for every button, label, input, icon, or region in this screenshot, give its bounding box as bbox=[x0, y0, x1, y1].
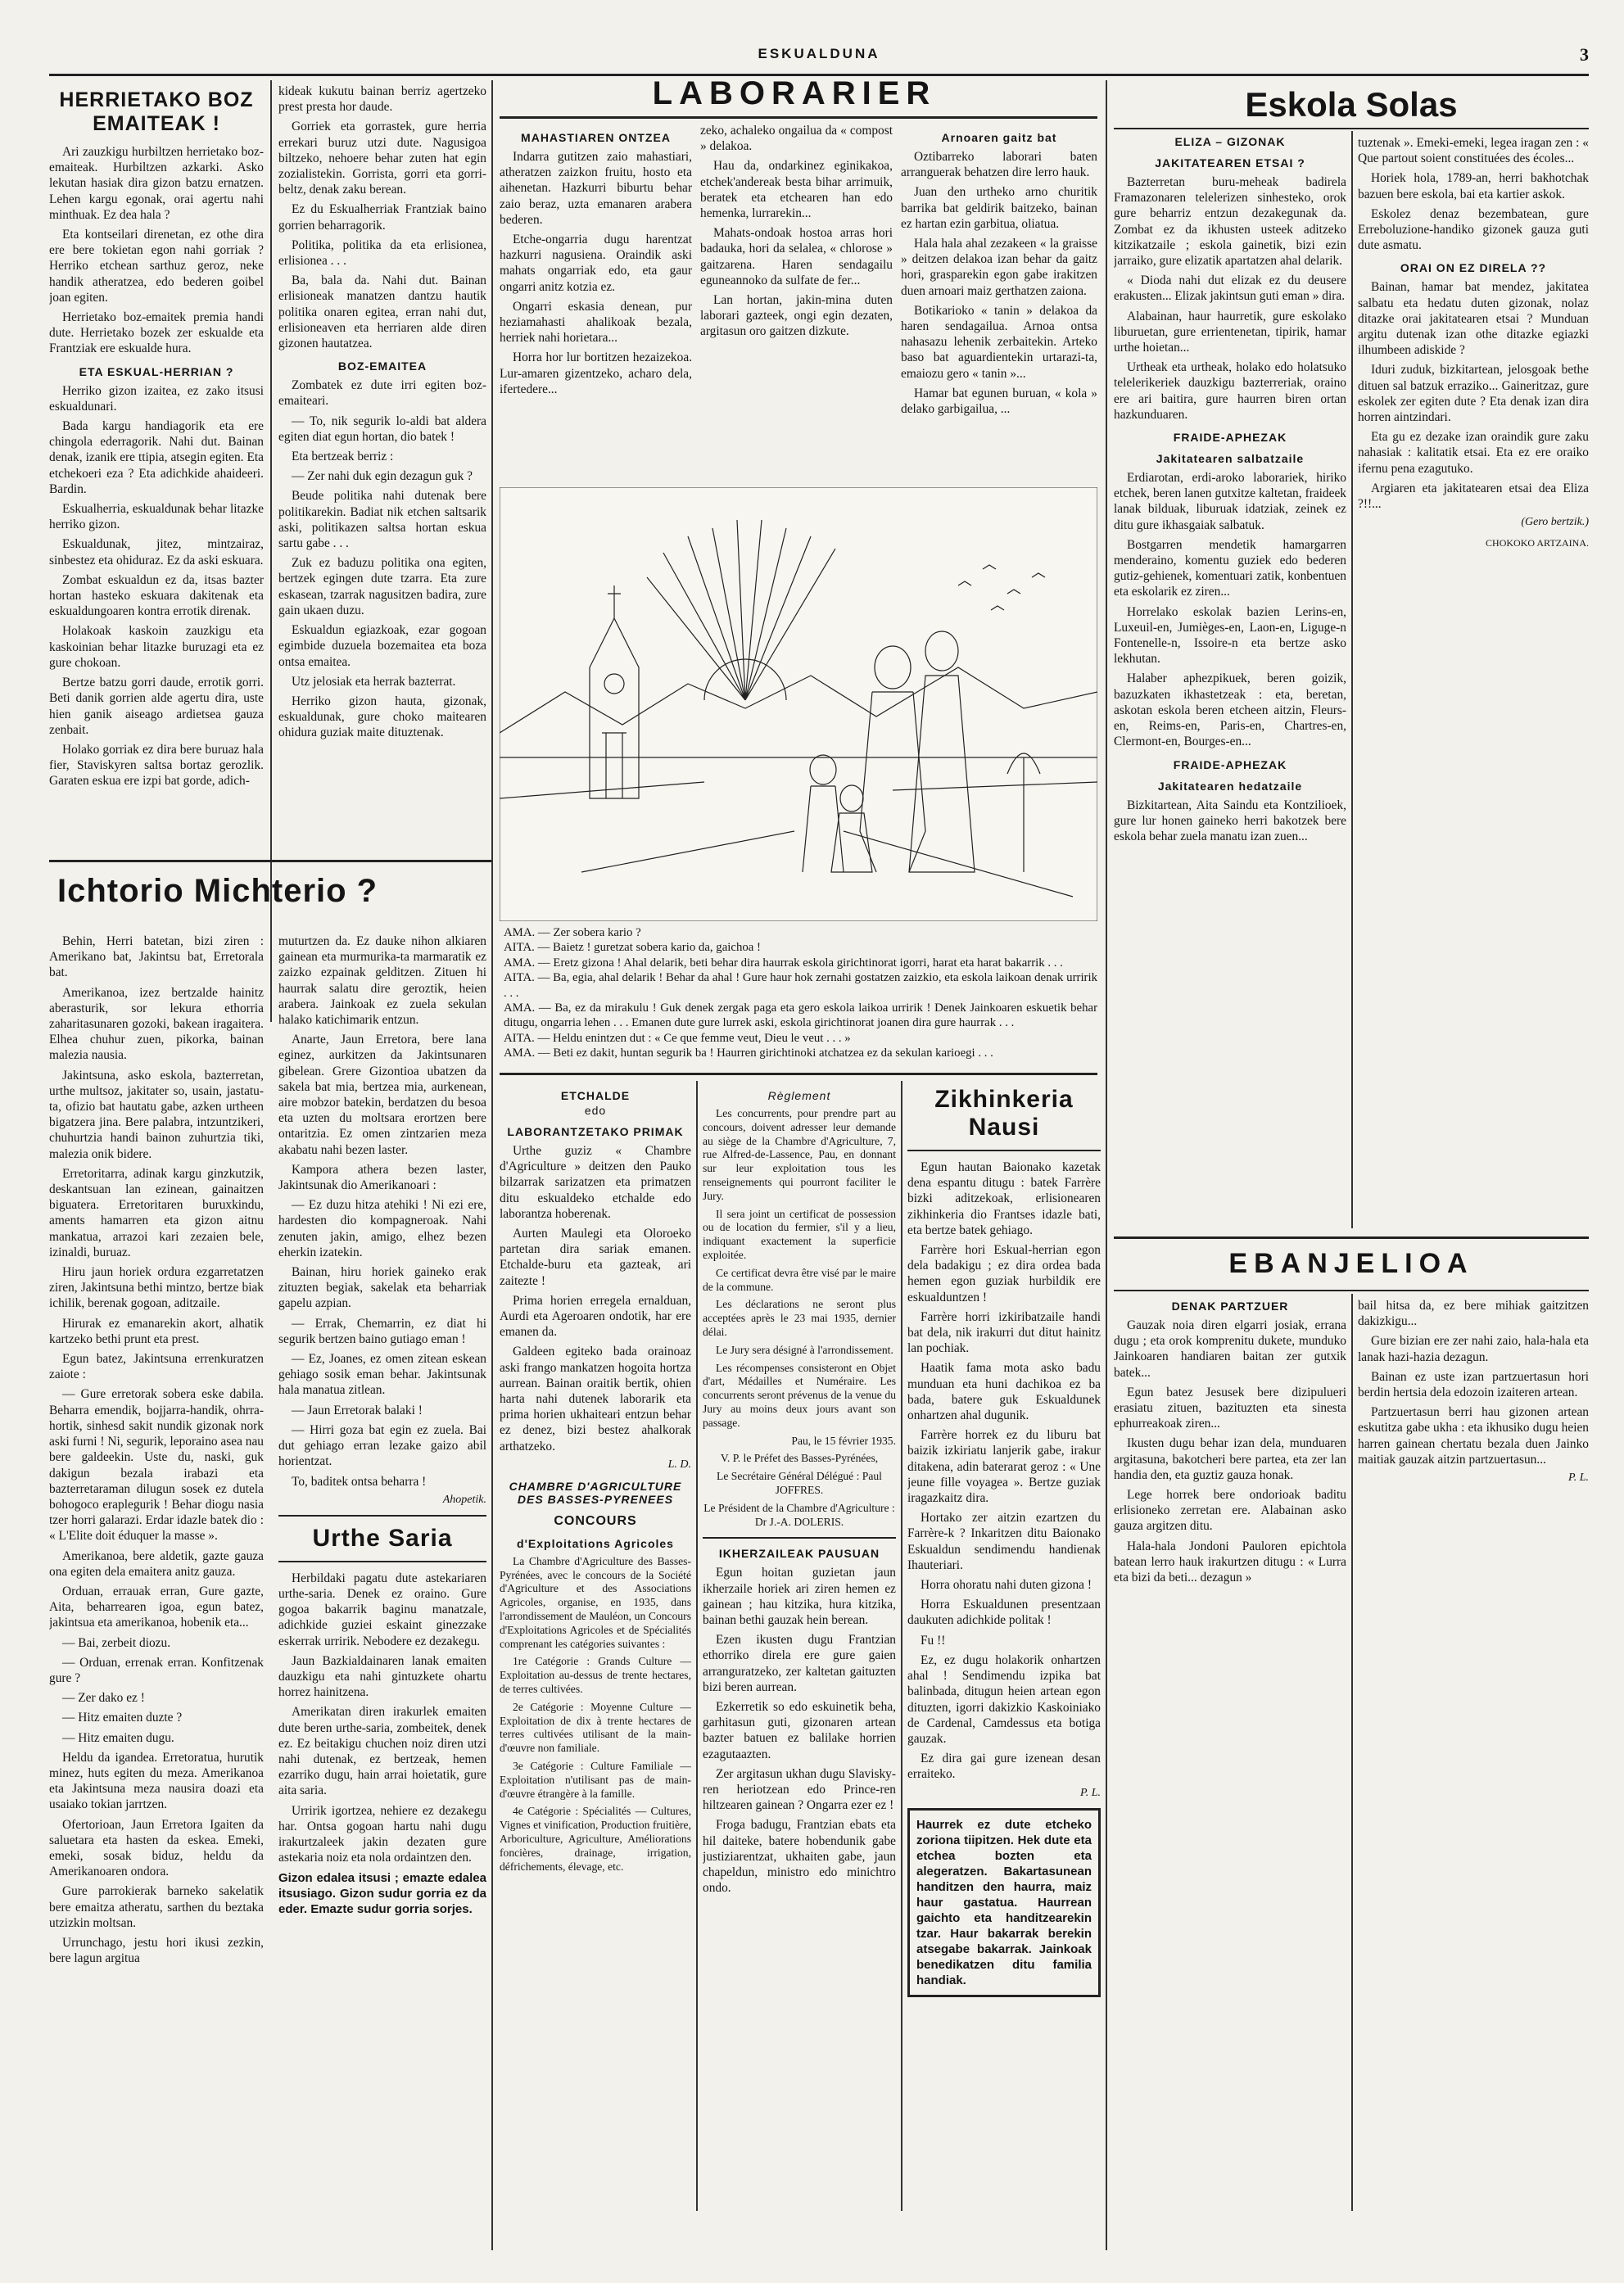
etchalde-article bbox=[500, 1081, 691, 2244]
paragraph: kideak kukutu bainan berriz agertzeko prest presta hor daude. bbox=[278, 84, 486, 115]
paragraph: — Jaun Erretorak balaki ! bbox=[292, 1403, 423, 1417]
paragraph: Hortako zer aitzin ezartzen du Farrère-k ? Inkaritzen ditu Baionako Eskualdun sendimendu handienak Ihauteriari. bbox=[907, 1511, 1101, 1572]
eskola-article bbox=[1114, 135, 1346, 1232]
paragraph: Oztibarreko laborari baten arranguerak behatzen dire lerro hauk. bbox=[901, 150, 1097, 180]
paragraph: Eskolez denaz bezembatean, gure Erreboluzione-handiko gizonek gauza guti dute asmatu. bbox=[1358, 206, 1589, 253]
paragraph: « Dioda nahi dut elizak ez du deusere erakusten... Elizak jakintsun guti eman » dira. bbox=[1114, 274, 1346, 304]
paragraph: La Chambre d'Agriculture des Basses-Pyrénées, avec le concours de la Société d'Agriculture et des Associations Agricoles, organise, en 1935, dans l'arrondissement de Mauléon, un Concours d'Exploitations Agricoles et de Spécialités comprenant les catégories suivantes : bbox=[500, 1554, 691, 1650]
paragraph: Erretoritarra, adinak kargu ginzkutzik, deskantsuan lan ezinean, gainaitzen biguatera. Erretoritaren buruxkindu, aments hamarren eta gizon aitnu mankatua, arrazoi kari zezaien bele, izinaldi, buruaz. bbox=[49, 1166, 264, 1259]
paragraph: Ongarri eskasia denean, pur heziamahasti ahalikoak bezala, herriek nahi horietara... bbox=[500, 299, 692, 346]
paragraph: Hau da, ondarkinez eginikakoa, etchek'andereak besta bihar arrimuik, beratek eta etchearen han edo hemenka, lurrarekin... bbox=[700, 159, 893, 221]
section-heading: LABORANTZETAKO PRIMAK bbox=[507, 1125, 684, 1138]
paragraph: Herbildaki pagatu dute astekariaren urthe-saria. Denek ez oraino. Gure gogoa bakarrik baginu manatzale, adichkide guziei eskaint ginezzake eskerrak urririk. Nebodere ez dezakegu. bbox=[278, 1571, 486, 1648]
paragraph: Haatik fama mota asko badu munduan eta huni dachikoa ez ba bada, batere guk Eskualdunek onhartzen ahal dugunik. bbox=[907, 1361, 1101, 1423]
paragraph: Farrère horrek ez du liburu bat baizik izkiriatu lanjerik gabe, irakur ditakena, adin baterarat geroz : « Une jeune fille voyagea ». Bertze guziak iragazkaitz dira. bbox=[907, 1428, 1101, 1506]
column-rule bbox=[1351, 131, 1353, 1228]
section-title: Eskola Solas bbox=[1114, 85, 1589, 129]
paragraph: Eta gu ez dezake izan oraindik gure zaku nahasiak : kalitatik etsai. Eta ez ere oraiko ifernu pena ezagutuko. bbox=[1358, 430, 1589, 476]
divider bbox=[278, 1515, 486, 1517]
paragraph: Les récompenses consisteront en Objet d'art, Médailles et Numéraire. Les concurrents seront prévenus de la venue du Jury au moins deux jours avant son passage. bbox=[703, 1361, 896, 1429]
paragraph: Egun hoitan guzietan jaun ikherzaile horiek ari ziren hemen ez gainean ; hau kitzika, hura kitzika, bainan bethi gauzak hein berean. bbox=[703, 1566, 896, 1627]
paragraph: Politika, politika da eta erlisionea, erlisionea . . . bbox=[278, 237, 486, 269]
paragraph: Behin, Herri batetan, bizi ziren : Amerikano bat, Jakintsu bat, Erretorala bat. bbox=[49, 934, 264, 980]
paragraph: Froga badugu, Frantzian ebats eta hil daiteke, batere hobendunik gabe justiziarentzat, ukhaiten gabe, jaun chapeldun, ministro edo minichtro ondo. bbox=[703, 1818, 896, 1896]
paragraph: Horra hor lur bortitzen hezaizekoa. Lur-amaren gizentzeko, acharo dela, ifertedere... bbox=[500, 350, 692, 396]
paragraph: — Ez, Joanes, ez omen zitean eskean gehiago sosik eman behar. Jakintsunak hala manatua zitlean. bbox=[278, 1352, 486, 1398]
section-heading: Règlement bbox=[767, 1089, 831, 1102]
paragraph: Il sera joint un certificat de possession ou de location du fermier, s'il y a lieu, indiquant exactement la superficie exploitée. bbox=[703, 1207, 896, 1261]
column-rule bbox=[696, 1081, 698, 2211]
paragraph: zeko, achaleko ongailua da « compost » delakoa. bbox=[700, 124, 893, 154]
paragraph: Bostgarren mendetik hamargarren menderaino, komentu guziek edo bederen gutiz-gehienek, komentuari zatik, konbentuen eta eskolarik ez ziren... bbox=[1114, 537, 1346, 599]
ichtorio-header bbox=[49, 868, 491, 918]
section-heading: edo bbox=[584, 1104, 607, 1117]
paragraph: Le Jury sera désigné à l'arrondissement. bbox=[716, 1343, 893, 1356]
paragraph: Lan hortan, jakin-mina duten laborari gazteek, ongi egin dezaten, argitasun oro gaitzen dizkute. bbox=[700, 293, 893, 339]
paragraph: Herriko gizon hauta, gizonak, eskualdunak, gure choko maitearen ohidura guziak maite dituztenak. bbox=[278, 694, 486, 740]
divider bbox=[703, 1537, 896, 1539]
paragraph: Heldu da igandea. Erretoratua, hurutik minez, huts egiten du meza. Amerikanoa eta Jakintsuna meza nausira doazi eta usaiako tokian jarrtzen. bbox=[49, 1750, 264, 1812]
ebanjelioa-continued bbox=[1358, 1298, 1589, 2240]
paragraph: — Zer nahi duk egin dezagun guk ? bbox=[292, 469, 473, 484]
paragraph: — Ez duzu hitza atehiki ! Ni ezi ere, hardesten dio kompagneroak. Nahi zenuten jakin, amigo, elhez bezen eherkin izatekin. bbox=[278, 1198, 486, 1259]
paragraph: Gure parrokierak barneko sakelatik bere emaitza atheratu, sarthen du beztaka utzizkin moltsan. bbox=[49, 1884, 264, 1930]
newspaper-page bbox=[49, 41, 1589, 2252]
column-rule bbox=[491, 80, 493, 2250]
paragraph: Bainan, hiru horiek gaineko erak zituzten begiak, sakelak eta beharriak gapelu azpian. bbox=[278, 1265, 486, 1311]
paragraph: Ba, bala da. Nahi dut. Bainan erlisioneak manatzen dantzu hautik politika onaren egitea, erran nahi dut, erlisioneaven eta herriaren alde diren gizonen hautatzea. bbox=[278, 274, 486, 351]
paragraph: Farrère horri izkiribatzaile handi bat dela, nik irakurri dut ditut hainitz lan pochiak. bbox=[907, 1309, 1101, 1356]
paragraph: Eta kontseilari direnetan, ez othe dira ere bere tokietan egon nahi gorriak ? Herriko etchean sarthuz geroz, neke handik atheratzea, edo bederen goibel joan egiten. bbox=[49, 228, 264, 305]
paragraph: Jakintsuna, asko eskola, bazterretan, urthe multsoz, jakitater so, usain, jastatu-ta, ofizio bat hautatu gabe, azken urtheen bigatzera jina. Bere palabra, intzuntzikeri, chuhurtzia handi bainon zuhurtzia tiki, malezia onik bidere. bbox=[49, 1068, 264, 1161]
paragraph: Bainan, hamar bat mendez, jakitatea salbatu eta hedatu duten gizonak, nolaz ditazke orai jakitatearen etsai ? Munduan argitu dutenak izan othe ditazke egiazki ilhumbeen adiskide ? bbox=[1358, 280, 1589, 358]
paragraph: Farrère hori Eskual-herrian egon dela badakigu ; ez dira ordea bada hemen egon guziak hurbildik ere eskualduntzen ! bbox=[907, 1243, 1101, 1304]
mahastiaren-article bbox=[500, 123, 692, 483]
paragraph: Halaber aphezpikuek, beren goizik, bazuzkaten ikhastetzeak : eta, beretan, askotan eskola beren etcheen aitzin, Fleurs-en, Reims-en, Paris-en, Chartres-en, Clermont-en, Bourges-en... bbox=[1114, 671, 1346, 749]
paragraph: Orduan, errauak erran, Gure gazte, Aita, beharrearen igoa, egun batez, jakintsua eta amerikanoa, hobenik eta... bbox=[49, 1584, 264, 1630]
paragraph: Eskualherria, eskualdunak behar litazke herriko gizon. bbox=[49, 502, 264, 532]
paragraph: Gure bizian ere zer nahi zaio, hala-hala eta lanak hazi-hazia dezagun. bbox=[1358, 1334, 1589, 1364]
section-heading: DENAK PARTZUER bbox=[1171, 1300, 1289, 1313]
section-heading: ORAI ON EZ DIRELA ?? bbox=[1400, 261, 1547, 275]
signature: (Gero bertzik.) bbox=[1521, 516, 1589, 529]
section-heading: Jakitatearen salbatzaile bbox=[1156, 452, 1305, 466]
article-title: Zikhinkeria Nausi bbox=[934, 1086, 1074, 1141]
paragraph: Holako gorriak ez dira bere buruaz hala fier, Staviskyren saltsa bortaz gerozlik. Garaten eskua ere izpi bat gorde, adich- bbox=[49, 742, 264, 789]
paragraph: Bada kargu handiagorik eta ere chingola ederragorik. Nahi dut. Bainan denak, izanik ere ttipia, atsegin egiten. Eta etchekoeri eza ? Eta adichkide ahaideeri. Bardin. bbox=[49, 419, 264, 496]
paragraph: Argiaren eta jakitatearen etsai dea Eliza ?!!... bbox=[1358, 481, 1589, 512]
section-heading: CHAMBRE D'AGRICULTURE DES BASSES-PYRENEES bbox=[509, 1479, 682, 1506]
paragraph: Amerikanoa, izez bertzalde hainitz aberasturik, sor lekura ethorria zaharitasunaren gozoki, bakean iragaitera. Elhea chuhur zuen, pikorka, bainan malezia nausia. bbox=[49, 985, 264, 1063]
dialogue-line: AITA. — Heldu enintzen dut : « Ce que femme veut, Dieu le veut . . . » bbox=[504, 1031, 851, 1045]
dialogue-line: AITA. — Baietz ! guretzat sobera kario da, gaichoa ! bbox=[504, 941, 761, 955]
paragraph: Iduri zuduk, bizkitartean, jelosgoak bethe dituen sal batzuk erraziko... Gaineritzaz, gure eskolek zer egiten dute ? Eta denak izan dira horren aintzindari. bbox=[1358, 363, 1589, 425]
paragraph: Utz jelosiak eta herrak bazterrat. bbox=[292, 674, 456, 689]
paragraph: Hirurak ez emanarekin akort, alhatik kartzeko bethi prunt eta prest. bbox=[49, 1316, 264, 1346]
paragraph: Hiru jaun horiek ordura ezgarretatzen ziren, Jakintsuna bethi mintzo, bertze biak ichilik, berenak gogoan, aditzaile. bbox=[49, 1265, 264, 1311]
column-rule bbox=[1106, 80, 1107, 2250]
paragraph: — To, nik segurik lo-aldi bat aldera egiten diat egun hortan, dio batek ! bbox=[278, 414, 486, 444]
mahastiaren-continued bbox=[700, 123, 893, 483]
section-heading: ETA ESKUAL-HERRIAN ? bbox=[79, 364, 234, 378]
section-heading: MAHASTIAREN ONTZEA bbox=[521, 131, 671, 144]
herrietako-continued bbox=[278, 84, 486, 927]
column-rule bbox=[901, 1081, 902, 2211]
paragraph: Ezkerretik so edo eskuinetik beha, garhitasun guti, gizonaren artean bazter batuen ez balilake horrien ezagutaazten. bbox=[703, 1699, 896, 1761]
reglement-article bbox=[703, 1081, 896, 2244]
paragraph: Zer argitasun ukhan dugu Slavisky-ren heriotzean edo Prince-ren hiltzearen gainean ? Ongarra ezer ez ! bbox=[703, 1766, 896, 1813]
paragraph: Egun hautan Baionako kazetak dena espantu ditugu : batek Farrère bizki aditzekoak, erlisionearen zikhinkeria dio Frantses idazle bati, eta bertze batek gehiago. bbox=[907, 1160, 1101, 1237]
paragraph: To, baditek ontsa beharra ! bbox=[292, 1474, 427, 1489]
paragraph: Kampora athera bezen laster, Jakintsunak dio Amerikanoari : bbox=[278, 1162, 486, 1193]
paragraph: Ezen ikusten dugu Frantzian ethorriko direla ere gure gaien arranguratzeko, zer kaltetan gaituzten bizi beren aurrean. bbox=[703, 1633, 896, 1694]
paragraph: Juan den urtheko arno churitik barrika bat geldirik baitzeko, bainan ez hartan ezin garbitua, oliatua. bbox=[901, 185, 1097, 231]
paragraph: Gauzak noia diren elgarri josiak, errana dugu ; eta orok komprenitu dukete, munduko Jainkoaren handiaren baitan zer gutxik batek... bbox=[1114, 1318, 1346, 1380]
dialogue-caption bbox=[504, 925, 1097, 1060]
paragraph: Gorriek eta gorrastek, gure herria errekari buruz utzi dute. Nagusigoa biltzeko, nehoere behar zuten hat egin zozialistekin. Gorrista, gorri eta gorri-beltz, denak zaku berean. bbox=[278, 120, 486, 197]
paragraph: tuztenak ». Emeki-emeki, legea iragan zen : « Que partout soient constituées des écoles... bbox=[1358, 136, 1589, 166]
paragraph: — Orduan, errenak erran. Konfitzenak gure ? bbox=[49, 1655, 264, 1685]
section-heading: BOZ-EMAITEA bbox=[337, 359, 427, 373]
dialogue-line: AMA. — Eretz gizona ! Ahal delarik, beti behar dira haurrak eskola girichtinorat igorri, harat eta harat bakarrik . . . bbox=[504, 956, 1063, 970]
paragraph: Zombat eskualdun ez da, itsas bazter hortan hasteko eskuara dakitenak eta eskualdungoaren kontra errotik direnak. bbox=[49, 572, 264, 619]
family-church-illustration bbox=[500, 487, 1097, 921]
paragraph: Horra Eskualdunen presentzaan daukuten adichkide politak ! bbox=[907, 1598, 1101, 1628]
paragraph: Beude politika nahi dutenak bere politikarekin. Badiat nik etchen saltsarik aski, politikazen saltsa hortan eskua sartu gabe . . . bbox=[278, 489, 486, 551]
ebanjelioa-article bbox=[1114, 1298, 1346, 2240]
signature: P. L. bbox=[1567, 1472, 1589, 1485]
paragraph: — Errak, Chemarrin, ez diat hi segurik bertzen baino gutiago eman ! bbox=[278, 1316, 486, 1346]
paragraph: 2e Catégorie : Moyenne Culture — Exploitation de dix à trente hectares de terres cultivées utilisant de la main-d'œuvre non familiale. bbox=[500, 1700, 691, 1755]
section-title: EBANJELIOA bbox=[1228, 1248, 1474, 1279]
signature: V. P. le Préfet des Basses-Pyrénées, bbox=[720, 1452, 879, 1465]
paragraph: — Gure erretorak sobera eske dabila. Beharra emendik, bojjarra-handik, ohrra-hortik, sinhesd sakit nundik gizonak nork aski furni ! Ni, segurik, leporaino asea nau bere galdeekin. Uste du, naski, guk dakigun bezala irabazi eta bazterretaraman dilugun sosek ez dutela bohogoco eraplegurik ! Behar diogu nasia tzer horri galarazi. Erdar idazle batek dio : « L'Elite doit éduquer la masse ». bbox=[49, 1387, 264, 1544]
section-divider bbox=[49, 860, 491, 862]
paragraph: Egun batez Jesusek bere dizipulueri erasiatu zituen, bazituzten eta sinesta ephurreakoak ziren... bbox=[1114, 1385, 1346, 1431]
paragraph: muturtzen da. Ez dauke nihon alkiaren gainean eta murmurika-ta marmaratik ez zaizko ezpainak gelditzen. Zituen hi haurrak salatu dire geroztik, heien arabera. Jainkoak ez zuela sekulan halako katichimarik entzun. bbox=[278, 934, 486, 1028]
paragraph: Hamar bat egunen buruan, « kola » delako garbigailua, ... bbox=[901, 386, 1097, 417]
paragraph: Herriko gizon izaitea, ez zako itsusi eskualdunari. bbox=[49, 383, 264, 414]
paragraph: 1re Catégorie : Grands Culture — Exploitation au-dessus de trente hectares, de terres cultivées. bbox=[500, 1655, 691, 1696]
dialogue-line: AMA. — Beti ez dakit, huntan segurik ba ! Haurren girichtinoki atchatzea ez da sekulan karioegi . . . bbox=[504, 1047, 993, 1060]
dialogue-line: AMA. — Zer sobera kario ? bbox=[504, 926, 641, 939]
arnoaren-article bbox=[901, 123, 1097, 483]
signature: Le Président de la Chambre d'Agriculture : Dr J.-A. DOLERIS. bbox=[703, 1501, 895, 1528]
paragraph: Ez, ez dugu holakorik onhartzen ahal ! Sendimendu izpika bat balinbada, ditugun heien artean egon dituzten, igorri dakizkio Kaskoiniako de Cardenal, Camdessus eta botiga gauzak. bbox=[907, 1652, 1101, 1746]
eskola-continued bbox=[1358, 135, 1589, 1232]
paragraph: Zombatek ez dute irri egiten boz-emaiteari. bbox=[278, 378, 486, 409]
paragraph: Anarte, Jaun Erretora, bere lana eginez, aurkitzen da Jakintsunaren gibelean. Grere Gizontioa ubatzen da sakela bat mia, bertzea mia, aurkenean, aire mobzor batekin, berdatzen du besoa eta uzten du moltsara erortzen bere ontaritzia. Ez omen zintzarien meza akabatu nahi bezen laster. bbox=[278, 1033, 486, 1157]
paragraph: Ofertorioan, Jaun Erretora Igaiten da saluetara eta hasten da eskea. Emeki, emeki, sosak biduz, heldu da Amerikanoaren ondora. bbox=[49, 1817, 264, 1879]
eskola-header bbox=[1114, 82, 1589, 136]
paragraph: Eskualdun egiazkoak, ezar gogoan egimbide duzuela bozemaitea eta boza ontsa emaitea. bbox=[278, 623, 486, 669]
paragraph: Les déclarations ne seront plus acceptées après le 23 mai 1935, dernier délai. bbox=[703, 1298, 896, 1338]
paragraph: Lege horrek bere ondorioak baditu erlisioneko zerretan ere. Alabainan asko gauza argitzen ditu. bbox=[1114, 1488, 1346, 1534]
paragraph: — Hitz emaiten duzte ? bbox=[62, 1711, 183, 1725]
page-number: 3 bbox=[1580, 44, 1589, 65]
section-heading: d'Exploitations Agricoles bbox=[517, 1536, 674, 1550]
herrietako-article bbox=[49, 84, 264, 927]
notice-box: Haurrek ez dute etcheko zoriona tiipitzen. Hek dute eta etchea bozten eta alegeratzen. Bakartasunean handitzen den haurra, maiz haur gastatua. Haurrean gaichto eta handitzearekin tzar. Haur bakarrak berekin atsegabe bakarrak. Jainkoak benedikatzen ditu familia handiak. bbox=[907, 1808, 1101, 1997]
ebanjelioa-header bbox=[1114, 1245, 1589, 1283]
divider bbox=[500, 1073, 1097, 1075]
paragraph: 4e Catégorie : Spécialités — Cultures, Vignes et vinification, Production fruitière, Arboriculture, Agriculture, Améliorations foncières, drainage, irrigation, défrichements, élevage, etc. bbox=[500, 1805, 691, 1873]
paragraph: Ez du Eskualherriak Frantziak baino gorrien beharragorik. bbox=[278, 202, 486, 233]
paragraph: Urtheak eta urtheak, holako edo holatsuko telelerikeriek dauzkigu bazterreriak, oraino ere ari baitira, gure haurren biren ortan hazkunduaren. bbox=[1114, 360, 1346, 422]
paragraph: Horiek hola, 1789-an, herri bakhotchak bazuen bere eskola, bai eta kartier askok. bbox=[1358, 171, 1589, 201]
signature: Ahopetik. bbox=[442, 1493, 486, 1506]
divider bbox=[278, 1561, 486, 1562]
divider bbox=[907, 1150, 1101, 1151]
article-title: HERRIETAKO BOZ EMAITEAK ! bbox=[59, 88, 254, 135]
paragraph: Ce certificat devra être visé par le maire de la commune. bbox=[703, 1266, 896, 1293]
article-title: Ichtorio Michterio ? bbox=[57, 873, 378, 909]
paragraph: Eskualdunak, jitez, mintzairaz, sinbestez eta ohiduraz. Ez da aski eskuara. bbox=[49, 537, 264, 567]
signature: L. D. bbox=[667, 1458, 691, 1471]
signature: CHOKOKO ARTZAINA. bbox=[1486, 537, 1589, 549]
paragraph: Urririk igortzea, nehiere ez dezakegu har. Ontsa gogoan hartu nahi dugu irakurtzaleek jakin dezaten gure astekaria noiz eta nola ordaintzen den. bbox=[278, 1803, 486, 1865]
paragraph: Herrietako boz-emaitek premia handi dute. Herrietako bozek zer eskualde eta Frantziak ere eskualde hura. bbox=[49, 310, 264, 356]
paragraph: Prima horien erregela ernalduan, Aurdi eta Ageroaren ondotik, har ere emanen da. bbox=[500, 1293, 691, 1340]
section-heading: Jakitatearen hedatzaile bbox=[1157, 779, 1303, 793]
paragraph: 3e Catégorie : Culture Familiale — Exploitation n'utilisant pas de main-d'œuvre étrangère à la famille. bbox=[500, 1760, 691, 1800]
paragraph: Bertze batzu gorri daude, errotik gorri. Beti danik gorrien alde agertu dira, uste hien ganik aiseago ardietsea gauza zenbait. bbox=[49, 676, 264, 737]
signature: P. L. bbox=[1079, 1786, 1101, 1799]
section-heading: JAKITATEAREN ETSAI ? bbox=[1155, 156, 1305, 170]
article-title: Urthe Saria bbox=[312, 1524, 453, 1552]
paragraph: Zuk ez baduzu politika ona egiten, bertzek egingen dute tzarra. Eta zure eskasean, tzarrak nagusitzen badira, zure gain ukaen duzu. bbox=[278, 556, 486, 617]
divider bbox=[1114, 1290, 1589, 1291]
paragraph: Hala hala ahal zezakeen « la graisse » deitzen delakoa izan behar da gaitz hori, grasparekin egon gabe irakitzen duen arnoari maiz gerthatzen zaiona. bbox=[901, 237, 1097, 298]
paragraph: Horra ohoratu nahi duten gizona ! bbox=[921, 1578, 1092, 1593]
signature: Le Secrétaire Général Délégué : Paul JOFFRES. bbox=[717, 1470, 882, 1496]
section-heading: FRAIDE-APHEZAK bbox=[1173, 431, 1287, 445]
paragraph: Jaun Bazkialdainaren lanak emaiten dauzkigu eta nahi gintuzkete ohartu horrez hainitzena. bbox=[278, 1653, 486, 1700]
section-heading: IKHERZAILEAK PAUSUAN bbox=[718, 1547, 880, 1561]
paragraph: Ari zauzkigu hurbiltzen herrietako boz-emaiteak. Hurbiltzen azkarki. Asko lekutan hasiak dira gizon batzu ernatzen. Lehen kargu egonak, orai agertu nahi minthuak. Ez dea hala ? bbox=[49, 145, 264, 222]
dialogue-line: AITA. — Ba, egia, ahal delarik ! Behar da ahal ! Gure haur hok zernahi gostatzen zaizkio, eta eskola laikoan denak urririk . . . bbox=[504, 971, 1097, 1000]
paragraph: Bizkitartean, Aita Saindu eta Kontzilioek, gure lur honen gaineko herri bakotzek bere eskola behar zuela manatu izan zuen... bbox=[1114, 798, 1346, 843]
paragraph: Erdiarotan, erdi-aroko laborariek, hiriko etchek, beren lanen gutxitze kaltetan, fraideek lanak bilduak, liburuak idatziak, zeinek ez ditu gure ikhasgaiak salbatuk. bbox=[1114, 471, 1346, 532]
paragraph: Galdeen egiteko bada orainoaz aski frango mankatzen hogoita hortza aurrean. Bainan oraitik bertik, ohien harta nahi dutenek laborarik eta prima horien ukhaiteari entzun behar ez denez, bizi bestez ahalkorak arthatzeko. bbox=[500, 1345, 691, 1453]
dialogue-line: AMA. — Ba, ez da mirakulu ! Guk denek zergak paga eta gero eskola laikoa urririk ! Denek Jainkoaren eskuetik behar ditugu, ongarria lehen . . . Emanen dute gure lurrek aski, eskola girichtinorat joanen dira gure haurrak . . . bbox=[504, 1001, 1097, 1030]
ichtorio-article bbox=[49, 934, 264, 2244]
section-heading: CONCOURS bbox=[554, 1513, 637, 1528]
paragraph: Fu !! bbox=[921, 1633, 946, 1648]
paper-name: ESKUALDUNA bbox=[758, 46, 880, 61]
paragraph: Holakoak kaskoin zauzkigu eta kaskoinian behar litazke buruzagi eta ez gure chokoan. bbox=[49, 624, 264, 670]
divider bbox=[500, 116, 1097, 119]
paragraph: Bainan ez uste izan partzuertasun hori berdin hertsia dela edozoin izaiteren artean. bbox=[1358, 1369, 1589, 1400]
paragraph: Botikarioko « tanin » delakoa da haren sendagailua. Arnoa ontsa nahasazu lehenik zerbaitekin. Arteko baso bat aguardientekin urtarazi-ta, emaiozu gero « tanin »... bbox=[901, 303, 1097, 381]
paragraph: Les concurrents, pour prendre part au concours, doivent adresser leur demande au siège de la Chambre d'Agriculture, 7, rue Alfred-de-Lassence, Pau, en donnant sur leur exploitation tous les renseignements qui pourront faciliter le Jury. bbox=[703, 1107, 896, 1202]
paragraph: — Bai, zerbeit diozu. bbox=[62, 1635, 171, 1650]
paragraph: Urrunchago, jestu hori ikusi zezkin, bere lagun argitua bbox=[49, 1935, 264, 1966]
column-rule bbox=[1351, 1294, 1353, 2211]
paragraph: Horrelako eskolak bazien Lerins-en, Luxeuil-en, Jumièges-en, Laon-en, Liguge-n Fontenelle-n, Issoire-n eta bertze asko lekhutan. bbox=[1114, 604, 1346, 667]
section-heading: FRAIDE-APHEZAK bbox=[1173, 757, 1287, 771]
paragraph: Egun batez, Jakintsuna errenkuratzen zaiote : bbox=[49, 1352, 264, 1382]
date: Pau, le 15 février 1935. bbox=[791, 1434, 896, 1447]
paragraph: Amerikatan diren irakurlek emaiten dute beren urthe-saria, zombeitek, denek ez. Ez beitakigu chuchen noiz diren utzi nahi dutenak, ez bertzeak, hemen ezarriko dugu, hain arrai hoietatik, gure aita saria. bbox=[278, 1705, 486, 1798]
paragraph: Bazterretan buru-meheak badirela Framazonaren telelerizen sinhesteko, orok gure beharriz entzun dezakegunak da. Zombat ez da ikhusten usteek aditzeko kitzikatzaile ; eskola gainetik, bizi ezin jarraiko, gure elizatik apartatzen ahal delarik. bbox=[1114, 175, 1346, 269]
paragraph: Urthe guziz « Chambre d'Agriculture » deitzen den Pauko bilzarrak sarizatzen eta primatzen ditu eskualdeko etchalde edo laborantza hoberenak. bbox=[500, 1144, 691, 1221]
zikhinkeria-article bbox=[907, 1081, 1101, 2244]
running-header bbox=[49, 41, 1589, 76]
section-heading: ETCHALDE bbox=[560, 1089, 631, 1102]
paragraph: Alabainan, haur haurretik, gure eskolako liburuetan, gure errientenetan, tipirik, hamar urthe hoietan... bbox=[1114, 309, 1346, 355]
notice-box: Gizon edalea itsusi ; emazte edalea itsusiago. Gizon sudur gorria ez da eder. Emazte sudur gorria sorjes. bbox=[278, 1871, 486, 1917]
paragraph: — Zer dako ez ! bbox=[62, 1691, 145, 1706]
divider bbox=[1114, 1236, 1589, 1239]
paragraph: Hala-hala Jondoni Pauloren epichtola batean lerro hauk irakurtzen ditugu : « Lurra eta bizi da beti... dezagun » bbox=[1114, 1539, 1346, 1585]
paragraph: Partzuertasun berri hau gizonen artean eskutitza gabe ukha : eta ikhusiko dugu heien harren gainean chertatu bezala duen Jainko maitiak gauzak aitzin partzuertasun... bbox=[1358, 1405, 1589, 1467]
paragraph: Ikusten dugu behar izan dela, munduaren argitasuna, bakotcheri bere partea, eta zer lan handia den, eta guztiz gauza honak. bbox=[1114, 1436, 1346, 1482]
paragraph: Aurten Maulegi eta Oloroeko partetan dira sariak emanen. Etchalde-buru eta gazteak, ari zaitezte ! bbox=[500, 1227, 691, 1288]
section-title: LABORARIER bbox=[652, 75, 937, 111]
paragraph: — Hitz emaiten dugu. bbox=[62, 1730, 174, 1745]
section-heading: Arnoaren gaitz bat bbox=[941, 131, 1057, 144]
paragraph: Eta bertzeak berriz : bbox=[292, 450, 394, 464]
section-heading: ELIZA – GIZONAK bbox=[1174, 135, 1286, 148]
paragraph: Ez dira gai gure izenean desan erraiteko. bbox=[907, 1752, 1101, 1782]
paragraph: Etche-ongarria dugu harentzat hazkurri nagusiena. Oraindik aski mahats ongarriak edo, eta gaur ongarri anitz kotzia ez. bbox=[500, 233, 692, 294]
paragraph: — Hirri goza bat egin ez zuela. Bai dut gehiago erran lezake gaizo abil horientzat. bbox=[278, 1422, 486, 1469]
paragraph: Indarra gutitzen zaio mahastiari, atheratzen zaizkon fruitu, hosto eta aihenetan. Hazkurri biburtu behar zaio beraz, uzta emanaren arabera bederen. bbox=[500, 150, 692, 227]
paragraph: bail hitsa da, ez bere mihiak gaitzitzen dakizkigu... bbox=[1358, 1299, 1589, 1329]
paragraph: Amerikanoa, bere aldetik, gazte gauza ona egiten dela emaitera anitz gauza. bbox=[49, 1548, 264, 1579]
ichtorio-continued bbox=[278, 934, 486, 2244]
paragraph: Mahats-ondoak hostoa arras hori badauka, hori da selalea, « chlorose » gaitzarena. Haren sendagailu eguneannoko da sulfate de fer... bbox=[700, 226, 893, 287]
